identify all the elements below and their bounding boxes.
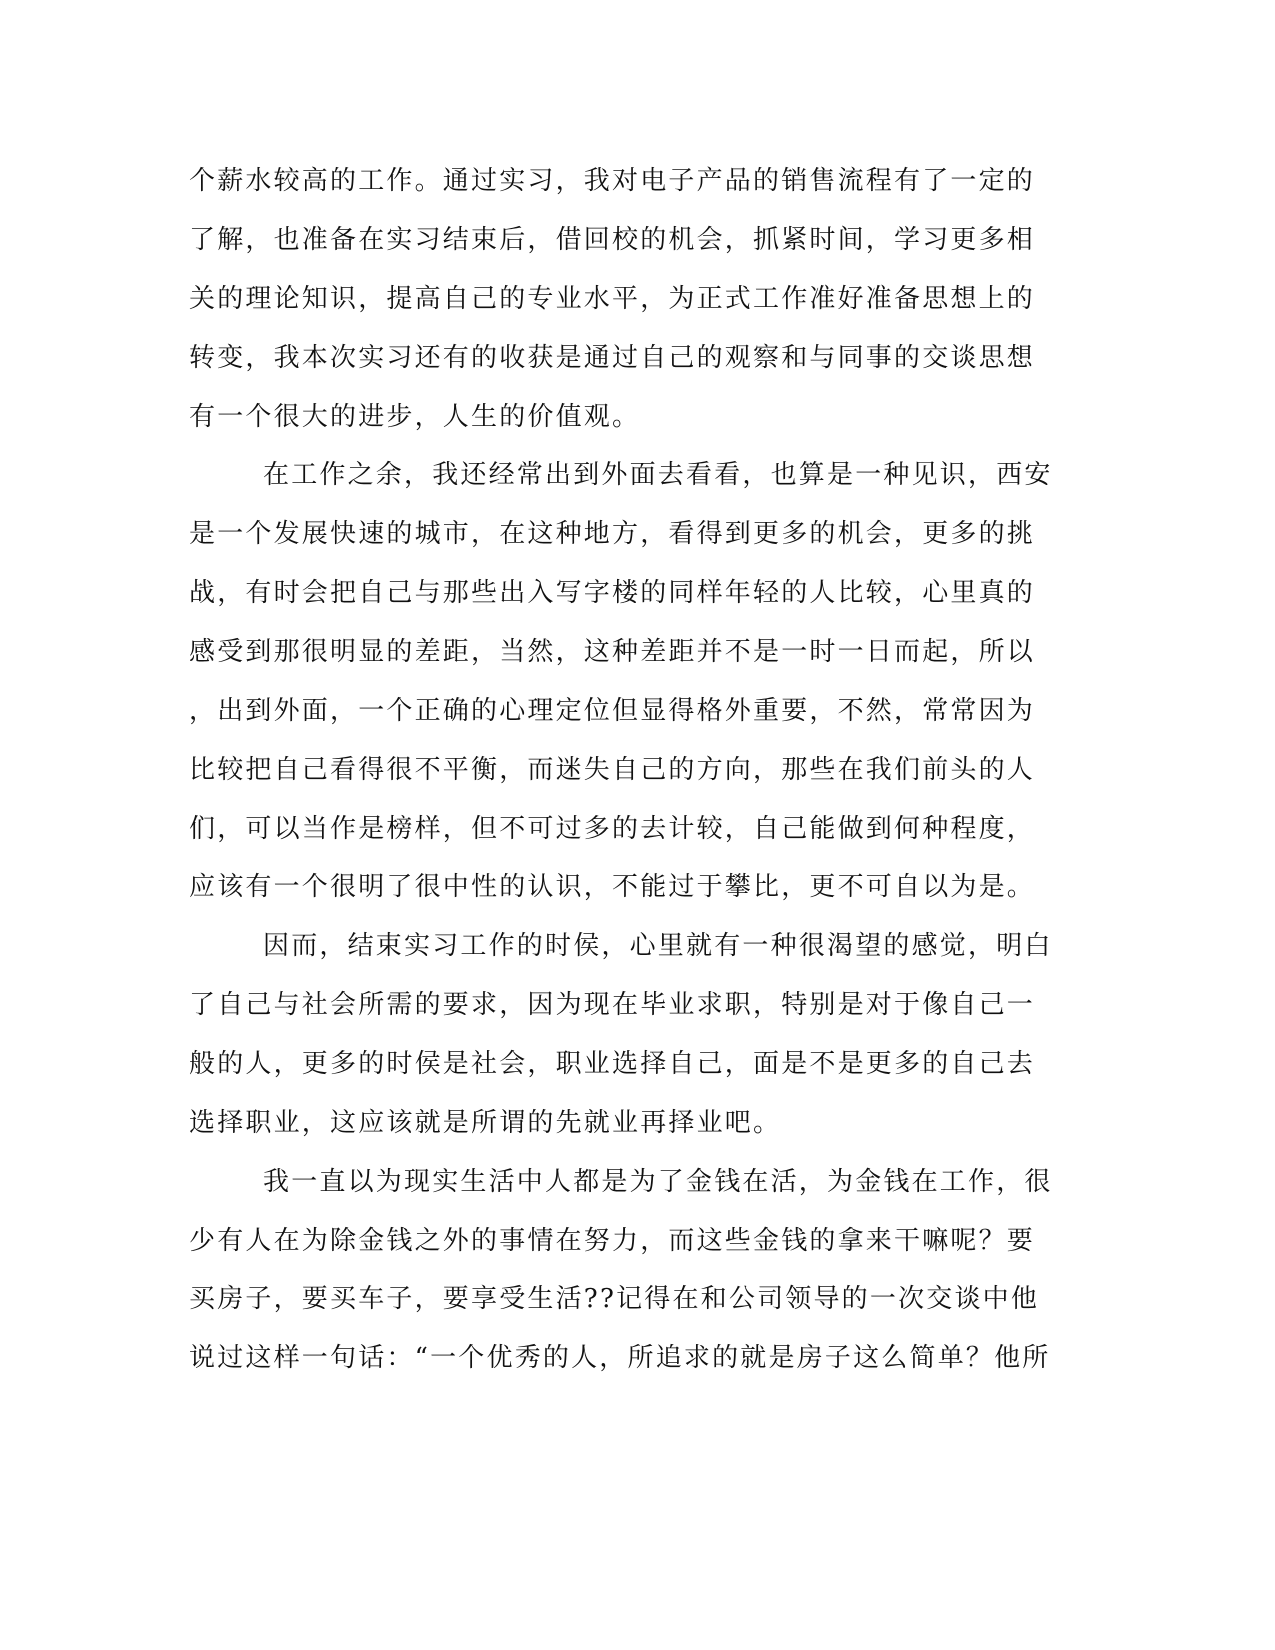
text-line: 感受到那很明显的差距，当然，这种差距并不是一时一日而起，所以 <box>189 637 1036 667</box>
text-line: 买房子，要买车子，要享受生活??记得在和公司领导的一次交谈中他 <box>189 1284 1040 1314</box>
paragraph-first-line: 在工作之余，我还经常出到外面去看看，也算是一种见识，西安 <box>263 460 1053 490</box>
text-line: 比较把自己看得很不平衡，而迷失自己的方向，那些在我们前头的人 <box>189 755 1036 785</box>
text-line: ，出到外面，一个正确的心理定位但显得格外重要，不然，常常因为 <box>189 696 1036 726</box>
text-line: 关的理论知识，提高自己的专业水平，为正式工作准好准备思想上的 <box>189 284 1036 314</box>
text-line: 少有人在为除金钱之外的事情在努力，而这些金钱的拿来干嘛呢？要 <box>189 1226 1036 1256</box>
text-line: 转变，我本次实习还有的收获是通过自己的观察和与同事的交谈思想 <box>189 343 1036 373</box>
paragraph-first-line: 我一直以为现实生活中人都是为了金钱在活，为金钱在工作，很 <box>263 1167 1053 1197</box>
text-line: 选择职业，这应该就是所谓的先就业再择业吧。 <box>189 1108 782 1138</box>
text-line: 是一个发展快速的城市，在这种地方，看得到更多的机会，更多的挑 <box>189 519 1036 549</box>
text-line: 了自己与社会所需的要求，因为现在毕业求职，特别是对于像自己一 <box>189 990 1036 1020</box>
text-line: 应该有一个很明了很中性的认识，不能过于攀比，更不可自以为是。 <box>189 872 1036 902</box>
text-line: 了解，也准备在实习结束后，借回校的机会，抓紧时间，学习更多相 <box>189 225 1036 255</box>
paragraph-first-line: 因而，结束实习工作的时侯，心里就有一种很渴望的感觉，明白 <box>263 931 1053 961</box>
text-line: 们，可以当作是榜样，但不可过多的去计较，自己能做到何种程度， <box>189 814 1036 844</box>
text-line: 般的人，更多的时侯是社会，职业选择自己，面是不是更多的自己去 <box>189 1049 1036 1079</box>
text-line: 个薪水较高的工作。通过实习，我对电子产品的销售流程有了一定的 <box>189 166 1036 196</box>
text-line: 有一个很大的进步，人生的价值观。 <box>189 402 641 432</box>
text-line: 说过这样一句话：“一个优秀的人，所追求的就是房子这么简单？他所 <box>189 1343 1051 1373</box>
text-line: 战，有时会把自己与那些出入写字楼的同样年轻的人比较，心里真的 <box>189 578 1036 608</box>
